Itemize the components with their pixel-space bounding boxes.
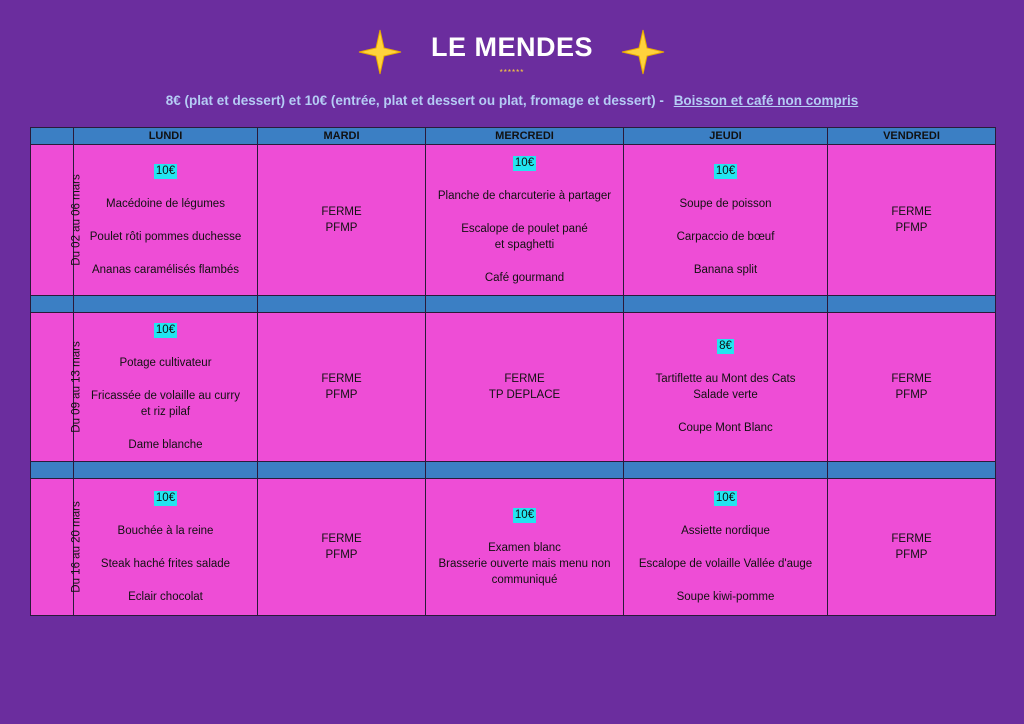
day-header: JEUDI — [624, 128, 828, 145]
menu-cell — [624, 145, 828, 296]
menu-item: Escalope de poulet pané — [461, 222, 588, 235]
menu-item: Coupe Mont Blanc — [678, 422, 773, 434]
day-header: VENDREDI — [828, 128, 996, 145]
menu-item: Ananas caramélisés flambés — [91, 263, 239, 276]
price-badge: 10€ — [155, 323, 176, 336]
price-badge: 10€ — [715, 164, 736, 177]
menu-item: Steak haché frites salade — [100, 557, 231, 570]
menu-item: Soupe kiwi-pomme — [676, 590, 775, 603]
menu-item: PFMP — [325, 222, 358, 234]
menu-item: Bouchée à la reine — [117, 524, 214, 537]
price-badge: 10€ — [715, 491, 736, 504]
menu-cell — [426, 479, 624, 616]
separator-row — [31, 296, 996, 313]
menu-item: FERME — [321, 206, 362, 218]
week-row — [31, 479, 996, 616]
price-badge: 10€ — [514, 156, 535, 169]
menu-item: Brasserie ouverte mais menu non — [438, 557, 611, 570]
day-header: LUNDI — [74, 128, 258, 145]
menu-item: Dame blanche — [128, 438, 203, 451]
menu-cell — [828, 313, 996, 462]
price-badge: 10€ — [155, 164, 176, 177]
menu-item: Carpaccio de bœuf — [676, 230, 775, 243]
menu-cell — [828, 145, 996, 296]
week-row — [31, 145, 996, 296]
menu-item: FERME — [504, 373, 545, 385]
pricing-text: 8€ (plat et dessert) et 10€ (entrée, plat et dessert ou plat, fromage et dessert) - — [165, 93, 664, 108]
menu-item: PFMP — [325, 389, 358, 401]
menu-cell — [624, 313, 828, 462]
menu-item: Poulet rôti pommes duchesse — [89, 230, 242, 243]
menu-item: Soupe de poisson — [679, 197, 772, 210]
week-label: Du 16 au 20 mars — [70, 501, 83, 593]
menu-item: FERME — [891, 533, 932, 545]
pricing-subtitle — [0, 93, 1024, 108]
corner-cell — [31, 128, 74, 145]
menu-item: et riz pilaf — [140, 405, 191, 418]
price-badge: 10€ — [514, 508, 535, 521]
price-badge: 8€ — [719, 340, 732, 352]
menu-item: FERME — [321, 373, 362, 385]
menu-item: Planche de charcuterie à partager — [437, 189, 612, 202]
menu-item: PFMP — [895, 549, 928, 561]
title-dots: ****** — [499, 68, 525, 77]
menu-cell — [258, 479, 426, 616]
menu-cell — [74, 313, 258, 462]
menu-item: Escalope de volaille Vallée d'auge — [638, 557, 813, 570]
drinks-note: Boisson et café non compris — [673, 93, 859, 108]
price-badge: 10€ — [155, 491, 176, 504]
separator-row — [31, 462, 996, 479]
menu-item: TP DEPLACE — [488, 389, 561, 401]
week-label-cell — [31, 479, 83, 616]
menu-cell — [426, 313, 624, 462]
menu-item: Eclair chocolat — [128, 590, 203, 603]
menu-item: Potage cultivateur — [119, 356, 212, 369]
menu-item: Assiette nordique — [681, 524, 770, 537]
menu-item: Banana split — [693, 263, 758, 276]
menu-cell — [74, 145, 258, 296]
menu-item: Fricassée de volaille au curry — [91, 389, 240, 402]
week-label: Du 09 au 13 mars — [70, 341, 83, 433]
menu-item: Café gourmand — [484, 271, 565, 284]
menu-item: Macédoine de légumes — [106, 197, 225, 210]
menu-item: FERME — [891, 206, 932, 218]
menu-cell — [624, 479, 828, 616]
day-header: MARDI — [258, 128, 426, 145]
page-title: LE MENDES — [430, 32, 594, 62]
week-label-cell — [31, 313, 83, 462]
menu-item: PFMP — [895, 389, 928, 401]
menu-item: Salade verte — [693, 389, 758, 401]
menu-table — [30, 127, 996, 616]
week-label-cell — [31, 145, 83, 296]
menu-item: FERME — [321, 533, 362, 545]
menu-cell — [74, 479, 258, 616]
menu-item: Examen blanc — [488, 541, 561, 554]
menu-item: PFMP — [895, 222, 928, 234]
header-row — [31, 128, 996, 145]
menu-item: PFMP — [325, 549, 358, 561]
week-row — [31, 313, 996, 462]
day-header: MERCREDI — [426, 128, 624, 145]
menu-cell — [258, 145, 426, 296]
menu-item: et spaghetti — [494, 238, 555, 251]
menu-cell — [426, 145, 624, 296]
menu-item: communiqué — [491, 573, 558, 586]
menu-cell — [828, 479, 996, 616]
week-label: Du 02 au 06 mars — [70, 174, 83, 266]
title-row — [0, 28, 1024, 78]
menu-item: Tartiflette au Mont des Cats — [655, 373, 796, 385]
menu-item: FERME — [891, 373, 932, 385]
menu-cell — [258, 313, 426, 462]
